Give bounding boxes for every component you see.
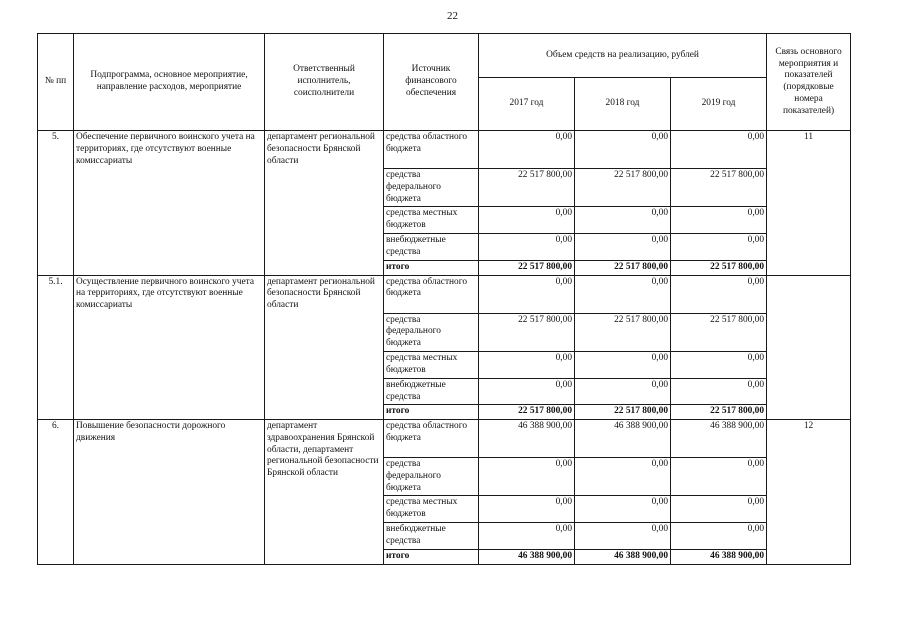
amount-2018: 0,00 <box>575 351 671 378</box>
amount-2018: 46 388 900,00 <box>575 549 671 564</box>
amount-2018: 0,00 <box>575 496 671 523</box>
amount-2017: 0,00 <box>479 523 575 550</box>
amount-2018: 0,00 <box>575 275 671 313</box>
funding-source: средства федерального бюджета <box>384 313 479 351</box>
amount-2018: 22 517 800,00 <box>575 313 671 351</box>
funding-source: внебюджетные средства <box>384 234 479 261</box>
amount-2017: 0,00 <box>479 378 575 405</box>
funding-source: средства местных бюджетов <box>384 207 479 234</box>
amount-2017: 22 517 800,00 <box>479 260 575 275</box>
row-number: 5. <box>38 131 74 276</box>
source-total: итого <box>384 549 479 564</box>
amount-2018: 0,00 <box>575 458 671 496</box>
source-total: итого <box>384 260 479 275</box>
row-number: 6. <box>38 420 74 565</box>
amount-2019: 22 517 800,00 <box>671 313 767 351</box>
activity-name: Обеспечение первичного воинского учета на территориях, где отсутствуют военные комиссариаты <box>74 131 265 276</box>
header-2017: 2017 год <box>479 78 575 131</box>
amount-2017: 22 517 800,00 <box>479 313 575 351</box>
funding-source: внебюджетные средства <box>384 378 479 405</box>
amount-2018: 0,00 <box>575 234 671 261</box>
amount-2019: 46 388 900,00 <box>671 420 767 458</box>
header-executor: Ответственный исполнитель, соисполнители <box>265 34 384 131</box>
amount-2019: 22 517 800,00 <box>671 405 767 420</box>
executor: департамент здравоохранения Брянской области, департамент региональной безопасности Брянской области <box>265 420 384 565</box>
amount-2017: 22 517 800,00 <box>479 169 575 207</box>
amount-2017: 0,00 <box>479 275 575 313</box>
amount-2017: 0,00 <box>479 351 575 378</box>
amount-2019: 22 517 800,00 <box>671 260 767 275</box>
amount-2017: 0,00 <box>479 458 575 496</box>
funding-source: средства областного бюджета <box>384 420 479 458</box>
table-row <box>38 131 851 169</box>
table-row <box>38 420 851 458</box>
funding-source: средства областного бюджета <box>384 275 479 313</box>
table-body <box>38 131 851 565</box>
row-number: 5.1. <box>38 275 74 420</box>
amount-2017: 46 388 900,00 <box>479 420 575 458</box>
executor: департамент региональной безопасности Брянской области <box>265 131 384 276</box>
activity-name: Повышение безопасности дорожного движения <box>74 420 265 565</box>
amount-2018: 0,00 <box>575 131 671 169</box>
indicator-link: 11 <box>767 131 851 276</box>
amount-2018: 0,00 <box>575 207 671 234</box>
amount-2019: 0,00 <box>671 496 767 523</box>
header-name: Подпрограмма, основное мероприятие, направление расходов, мероприятие <box>74 34 265 131</box>
page-number: 22 <box>447 10 458 22</box>
header-2019: 2019 год <box>671 78 767 131</box>
amount-2019: 0,00 <box>671 523 767 550</box>
funding-source: внебюджетные средства <box>384 523 479 550</box>
amount-2019: 0,00 <box>671 458 767 496</box>
funding-source: средства местных бюджетов <box>384 496 479 523</box>
indicator-link <box>767 275 851 420</box>
amount-2019: 22 517 800,00 <box>671 169 767 207</box>
amount-2019: 0,00 <box>671 234 767 261</box>
amount-2017: 22 517 800,00 <box>479 405 575 420</box>
amount-2017: 0,00 <box>479 234 575 261</box>
amount-2018: 46 388 900,00 <box>575 420 671 458</box>
indicator-link: 12 <box>767 420 851 565</box>
amount-2017: 0,00 <box>479 496 575 523</box>
budget-table <box>37 33 851 565</box>
funding-source: средства местных бюджетов <box>384 351 479 378</box>
header-link: Связь основного мероприятия и показателей (порядковые номера показателей) <box>767 34 851 131</box>
amount-2019: 0,00 <box>671 378 767 405</box>
amount-2019: 0,00 <box>671 351 767 378</box>
header-num: № пп <box>38 34 74 131</box>
executor: департамент региональной безопасности Брянской области <box>265 275 384 420</box>
amount-2019: 0,00 <box>671 207 767 234</box>
amount-2017: 46 388 900,00 <box>479 549 575 564</box>
amount-2017: 0,00 <box>479 207 575 234</box>
funding-source: средства федерального бюджета <box>384 458 479 496</box>
activity-name: Осуществление первичного воинского учета на территориях, где отсутствуют военные комиссариаты <box>74 275 265 420</box>
amount-2018: 0,00 <box>575 378 671 405</box>
source-total: итого <box>384 405 479 420</box>
amount-2018: 0,00 <box>575 523 671 550</box>
header-2018: 2018 год <box>575 78 671 131</box>
amount-2017: 0,00 <box>479 131 575 169</box>
header-volume: Объем средств на реализацию, рублей <box>479 34 767 78</box>
amount-2019: 0,00 <box>671 275 767 313</box>
table-header <box>38 34 851 131</box>
amount-2019: 0,00 <box>671 131 767 169</box>
funding-source: средства федерального бюджета <box>384 169 479 207</box>
header-source: Источник финансового обеспечения <box>384 34 479 131</box>
amount-2018: 22 517 800,00 <box>575 260 671 275</box>
amount-2018: 22 517 800,00 <box>575 169 671 207</box>
amount-2019: 46 388 900,00 <box>671 549 767 564</box>
funding-source: средства областного бюджета <box>384 131 479 169</box>
table-row <box>38 275 851 313</box>
amount-2018: 22 517 800,00 <box>575 405 671 420</box>
